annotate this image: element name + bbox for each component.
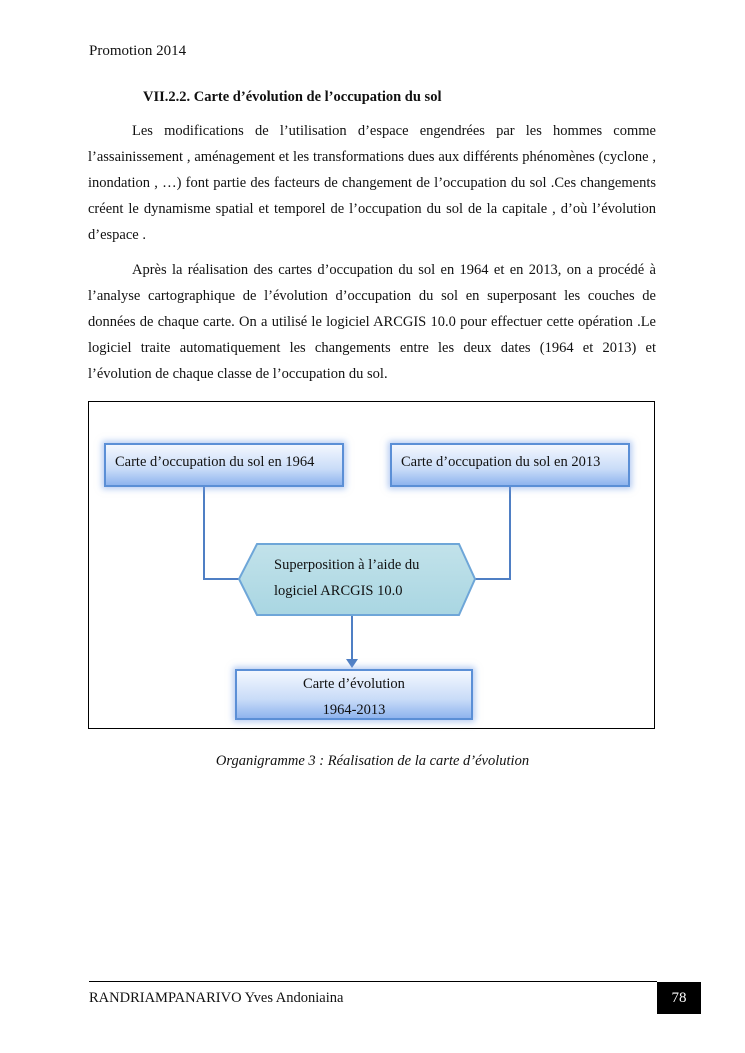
process-label (274, 552, 419, 604)
box-map-1964: Carte d’occupation du sol en 1964 (104, 443, 344, 487)
figure-caption: Organigramme 3 : Réalisation de la carte d’évolution (215, 753, 530, 769)
connector-right (475, 487, 510, 579)
footer-divider (89, 981, 657, 982)
arrow-head-icon (346, 659, 358, 668)
paragraph-1: Les modifications de l’utilisation d’espace engendrées par les hommes comme l’assainissement , aménagement et les transformations dues aux différents phénomènes (cyclone , inondation , …) font partie des facteurs de changement de l’occupation du sol .Ces changements créent le dynamisme spatial et temporel de l’occupation du sol de la capitale , d’où l’évolution d’espace . (88, 123, 656, 243)
page-number: 78 (657, 982, 701, 1014)
flowchart (88, 401, 655, 729)
footer-author: RANDRIAMPANARIVO Yves Andoniaina (89, 990, 344, 1006)
page-header: Promotion 2014 (89, 43, 187, 59)
paragraph-2: Après la réalisation des cartes d’occupation du sol en 1964 et en 2013, on a procédé à l’analyse cartographique de l’évolution d’occupation du sol en superposant les couches de données de chaque carte. On a utilisé le logiciel ARCGIS 10.0 pour effectuer cette opération .Le logiciel traite automatiquement les changements entre les deux dates (1964 et 2013) et l’évolution de chaque classe de l’occupation du sol. (88, 262, 656, 382)
box-result-map (235, 669, 473, 720)
result-line-1: Carte d’évolution (303, 676, 405, 692)
box-map-2013: Carte d’occupation du sol en 2013 (390, 443, 630, 487)
process-label-line-2: logiciel ARCGIS 10.0 (274, 583, 403, 599)
section-title: VII.2.2. Carte d’évolution de l’occupation du sol (143, 89, 442, 105)
connector-left (204, 487, 239, 579)
process-label-line-1: Superposition à l’aide du (274, 557, 420, 573)
result-line-2: 1964-2013 (322, 702, 386, 718)
